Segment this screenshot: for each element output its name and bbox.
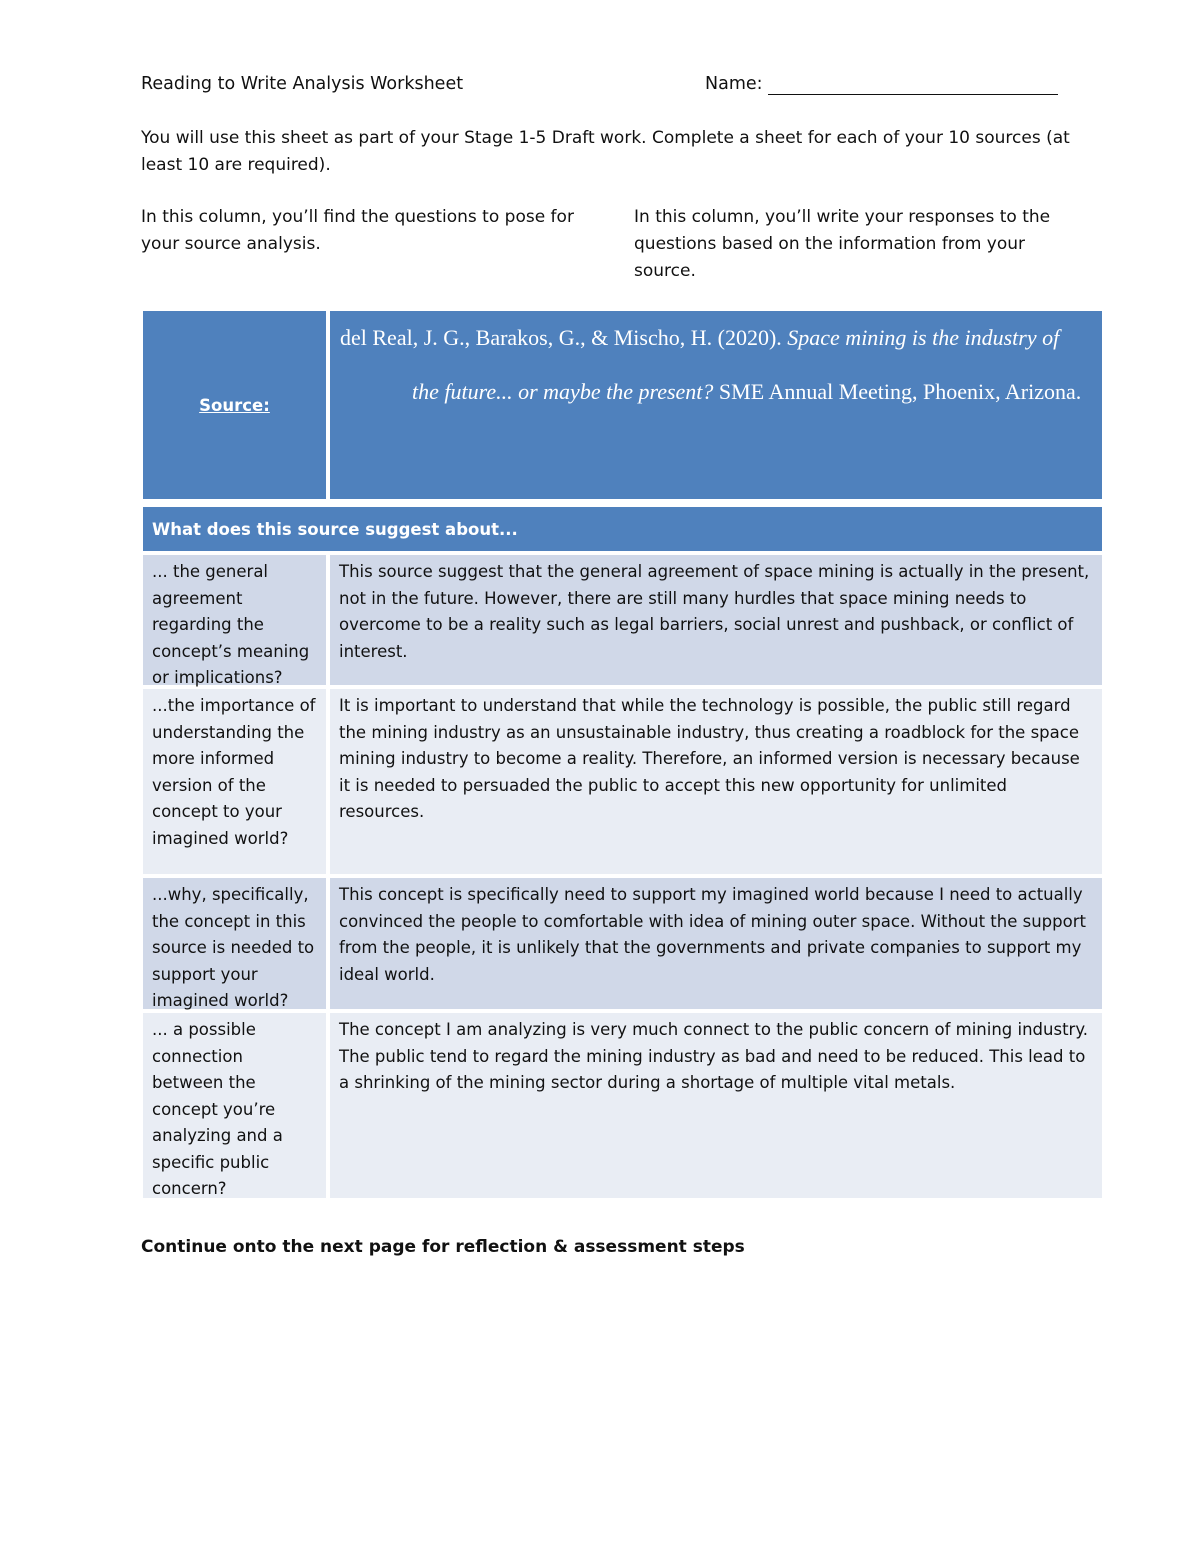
citation-title: Space mining is the industry of the future... or maybe the present?: [412, 325, 1060, 404]
name-blank-line: [768, 94, 1058, 95]
answer-cell: This concept is specifically need to support my imagined world because I need to actually convinced the people to comfortable with idea of mining outer space. Without the support from the people, it is unlikely that the governments and private companies to support my ideal world.: [328, 876, 1104, 1011]
answer-cell: The concept I am analyzing is very much connect to the public concern of mining industry. The public tend to regard the mining industry as bad and need to be reduced. This lead to a shrinking of the mining sector during a shortage of multiple vital metals.: [328, 1011, 1104, 1200]
analysis-table: [141, 309, 1104, 1200]
answer-cell: This source suggest that the general agreement of space mining is actually in the present, not in the future. However, there are still many hurdles that space mining needs to overcome to be a reality such as legal barriers, social unrest and pushback, or conflict of interest.: [328, 553, 1104, 687]
instructions-text: You will use this sheet as part of your Stage 1-5 Draft work. Complete a sheet for each of your 10 sources (at least 10 are required).: [141, 128, 1070, 175]
continue-note: Continue onto the next page for reflection & assessment steps: [141, 1237, 745, 1257]
table-row: [141, 687, 1104, 876]
question-cell: ... a possible connection between the concept you’re analyzing and a specific public concern?: [141, 1011, 328, 1200]
source-citation: [328, 309, 1104, 501]
table-row: [141, 553, 1104, 687]
citation-authors: del Real, J. G., Barakos, G., & Mischo, H. (2020).: [340, 325, 788, 350]
citation-venue: SME Annual Meeting, Phoenix, Arizona.: [713, 379, 1082, 404]
left-column-note: In this column, you’ll find the questions to pose for your source analysis.: [141, 207, 574, 254]
source-label: Source:: [141, 309, 328, 501]
questions-header: What does this source suggest about...: [141, 501, 1104, 553]
name-label: Name:: [705, 74, 763, 94]
table-row: [141, 1011, 1104, 1200]
worksheet-title: Reading to Write Analysis Worksheet: [141, 74, 464, 94]
question-cell: ... the general agreement regarding the concept’s meaning or implications?: [141, 553, 328, 687]
question-cell: ...the importance of understanding the more informed version of the concept to your imagined world?: [141, 687, 328, 876]
right-column-note: In this column, you’ll write your responses to the questions based on the information from your source.: [634, 207, 1051, 281]
question-cell: ...why, specifically, the concept in this source is needed to support your imagined world?: [141, 876, 328, 1011]
answer-cell: It is important to understand that while the technology is possible, the public still regard the mining industry as an unsustainable industry, thus creating a roadblock for the space mining industry to become a reality. Therefore, an informed version is necessary because it is needed to persuaded the public to accept this new opportunity for unlimited resources.: [328, 687, 1104, 876]
table-row: [141, 876, 1104, 1011]
questions-header-row: [141, 501, 1104, 553]
source-row: [141, 309, 1104, 501]
